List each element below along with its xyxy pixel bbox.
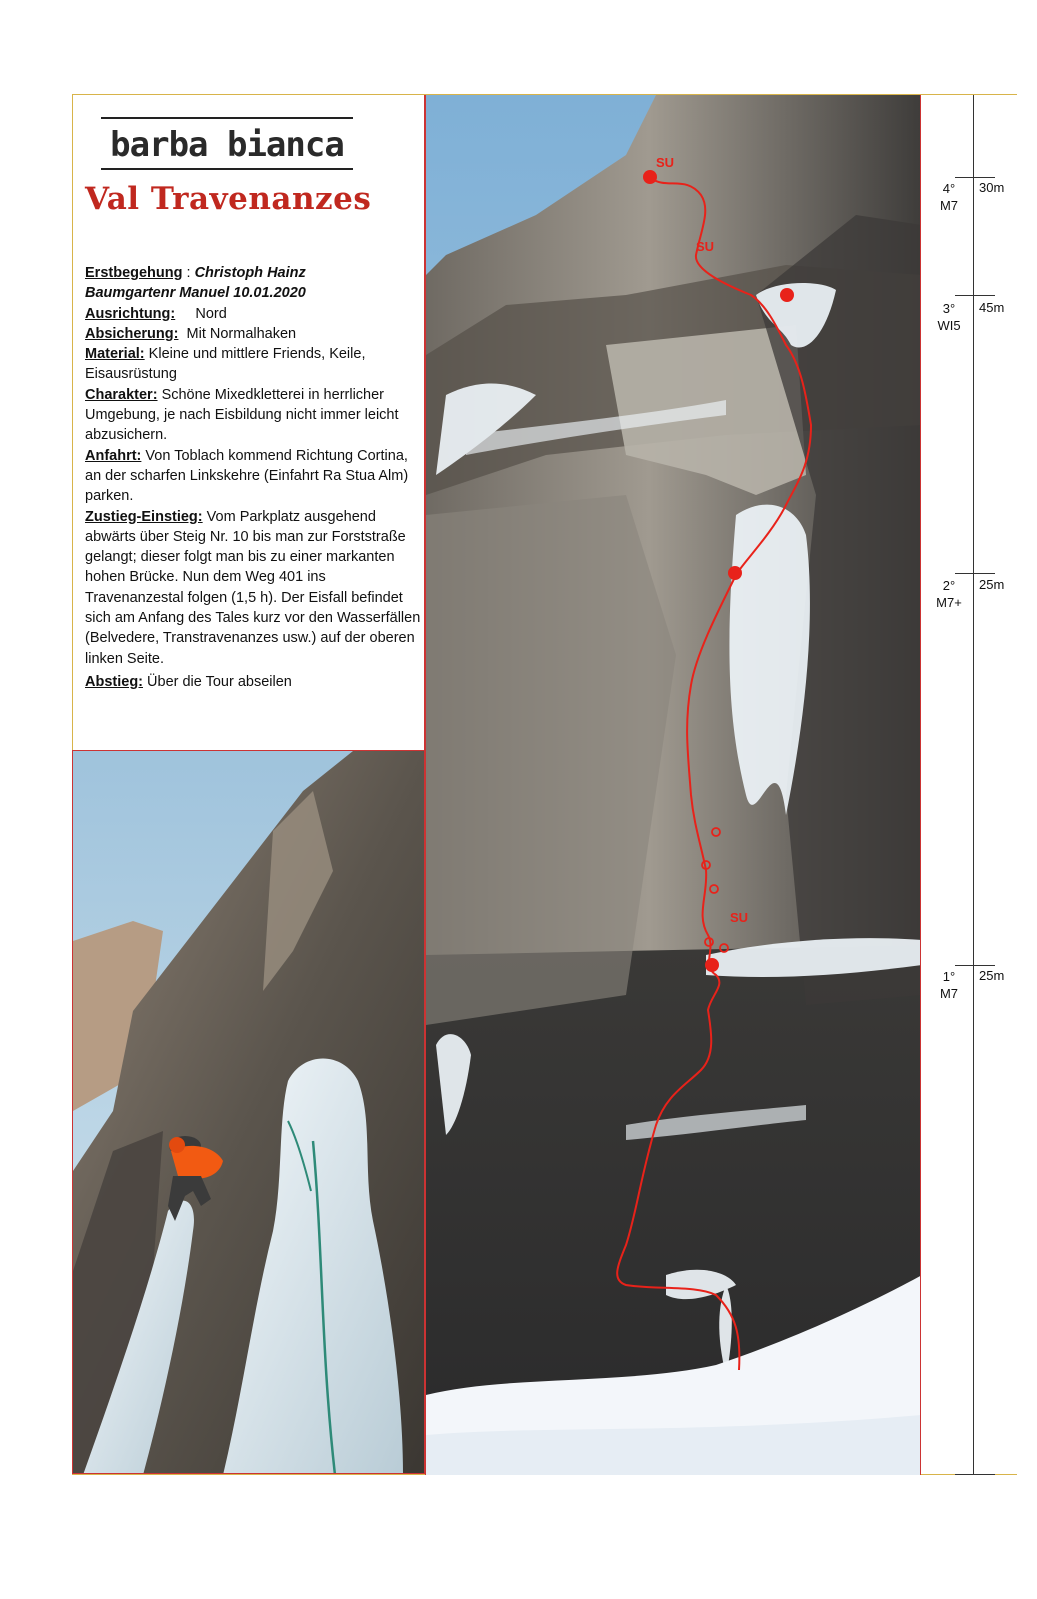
pitch-4-number: 4° [942,181,956,196]
scale-axis [973,95,974,1475]
material-label: Material: [85,346,145,363]
route-description [85,263,425,692]
pitch-3-grade: WI5 [937,318,961,333]
protection-line [85,324,425,344]
title-rule-top [101,117,353,119]
belay-label-upper: SU [696,239,715,254]
pitch-3-number: 3° [942,301,956,316]
descent-value: Über die Tour abseilen [147,673,292,690]
approach-line [85,446,425,507]
orientation-line [85,304,425,324]
material-line [85,344,425,385]
protection-value: Mit Normalhaken [186,325,297,342]
pitch-2-grade: M7+ [936,595,962,610]
character-value: Schöne Mixedkletterei in herrlicher Umgebung, je nach Eisbildung nicht immer leicht abzusichern. [85,386,399,444]
first-ascent-line [85,263,425,283]
title-rule-bottom [101,168,353,170]
scale-tick-3 [955,295,995,296]
scale-tick-4 [955,177,995,178]
belay-label-lower: SU [730,910,749,925]
protection-label: Absicherung: [85,325,179,342]
approach-label: Anfahrt: [85,447,142,464]
pitch-4-grade: M7 [939,198,959,213]
access-line [85,507,425,669]
first-ascent-separator: : [182,265,195,281]
pitch-1-grade: M7 [939,986,959,1001]
pitch-3-length: 45m [979,300,1005,315]
pitch-scale [921,95,1017,1475]
route-title: barba bianca [110,125,344,165]
route-info-panel [72,95,425,750]
scale-tick-2 [955,573,995,574]
scale-tick-start [955,1474,995,1475]
approach-value: Von Toblach kommend Richtung Cortina, an der scharfen Linkskehre (Einfahrt Ra Stua Alm) parken. [85,447,409,505]
pitch-1 [927,968,971,1002]
topo-photo-image [426,95,921,1475]
orientation-label: Ausrichtung: [85,305,176,322]
pitch-2-number: 2° [942,578,956,593]
character-line [85,385,425,446]
scale-tick-1 [955,965,995,966]
character-label: Charakter: [85,386,158,403]
descent-line [85,672,425,692]
belay-label-top: SU [656,155,675,170]
route-area: Val Travenanzes [85,181,372,217]
material-value: Kleine und mittlere Friends, Keile, Eisausrüstung [85,346,366,383]
pitch-1-length: 25m [979,968,1005,983]
first-ascent-label: Erstbegehung [85,265,183,281]
climber-photo-image [73,751,425,1474]
climber-photo [72,750,425,1474]
first-ascent-climber-2: Baumgartenr Manuel 10.01.2020 [85,285,306,302]
pitch-1-number: 1° [942,969,956,984]
pitch-3 [927,300,971,334]
pitch-4-length: 30m [979,180,1005,195]
descent-label: Abstieg: [85,673,143,690]
pitch-4 [927,180,971,214]
orientation-value: Nord [195,305,227,322]
topo-photo [425,95,921,1475]
pitch-2-length: 25m [979,577,1005,592]
access-label: Zustieg-Einstieg: [85,508,203,525]
first-ascent-climber-1: Christoph Hainz [194,265,306,281]
pitch-2 [927,577,971,611]
access-value: Vom Parkplatz ausgehend abwärts über Steig Nr. 10 bis man zur Forststraße gelangt; dieser folgt man bis zu einer markanten hohen Brücke. Nun dem Weg 401 ins Travenanzestal folgen (1,5 h). Der Eisfall befindet sich am Anfang des Tales kurz vor den Wasserfällen (Belvedere, Transtravenanzes usw.) auf der oberen linken Seite. [85,508,421,667]
